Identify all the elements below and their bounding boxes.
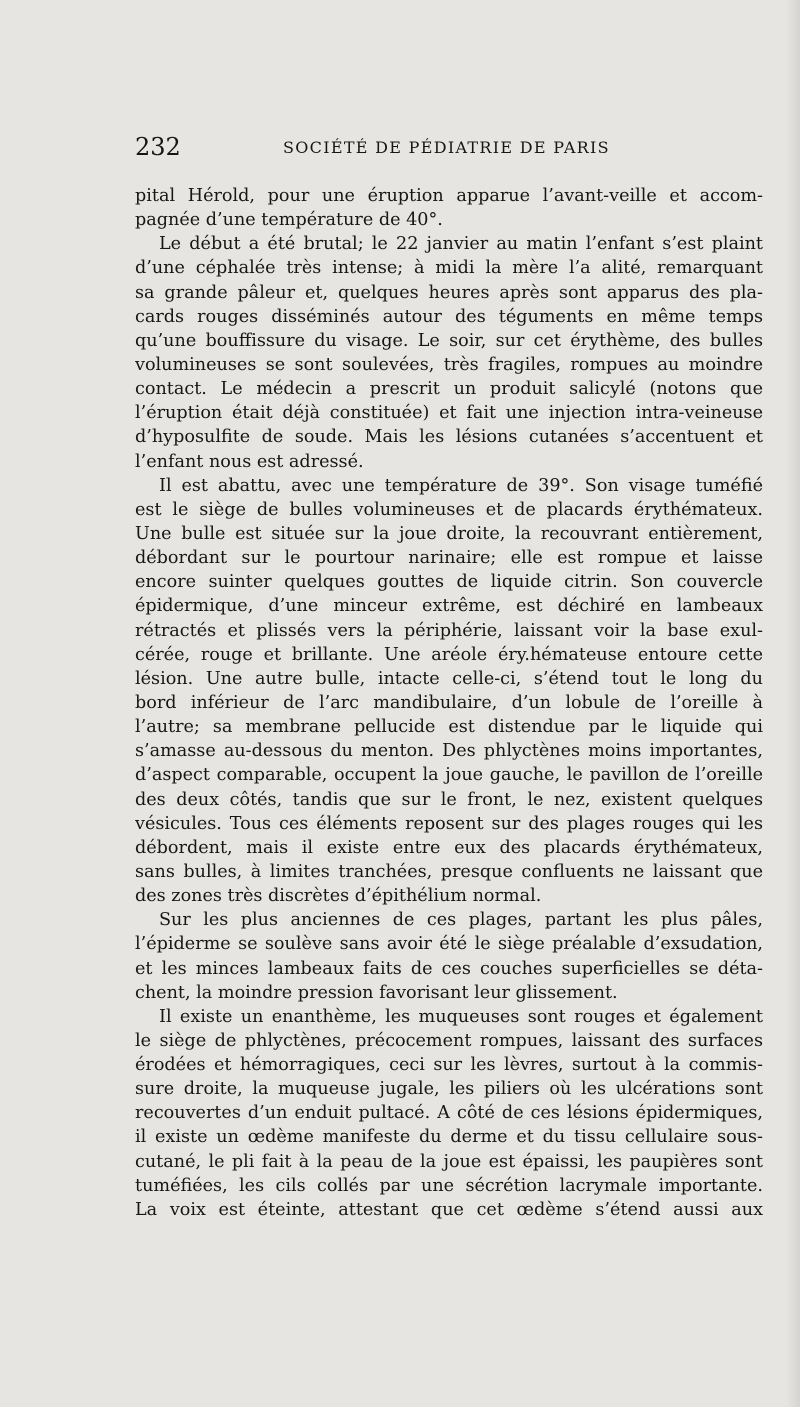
- page-edge-shadow: [786, 0, 800, 1407]
- text-line: volumineuses se sont soulevées, très fragiles, rompues au moindre: [135, 354, 763, 375]
- text-line: tuméfiées, les cils collés par une sécrétion lacrymale importante.: [135, 1175, 763, 1196]
- text-line: Une bulle est située sur la joue droite, la recouvrant entièrement,: [135, 523, 763, 544]
- text-line: La voix est éteinte, attestant que cet œdème s’étend aussi aux: [135, 1199, 763, 1220]
- text-line: chent, la moindre pression favorisant leur glissement.: [135, 982, 618, 1003]
- text-line: Il existe un enanthème, les muqueuses sont rouges et également: [159, 1006, 763, 1027]
- running-title: SOCIÉTÉ DE PÉDIATRIE DE PARIS: [283, 138, 610, 157]
- text-line: cards rouges disséminés autour des téguments en même temps: [135, 306, 763, 327]
- text-line: sans bulles, à limites tranchées, presque confluents ne laissant que: [135, 861, 763, 882]
- text-line: cutané, le pli fait à la peau de la joue est épaissi, les paupières sont: [135, 1151, 763, 1172]
- text-line: est le siège de bulles volumineuses et de placards érythémateux.: [135, 499, 763, 520]
- text-line: Il est abattu, avec une température de 39°. Son visage tuméfié: [159, 475, 763, 496]
- text-line: l’éruption était déjà constituée) et fait une injection intra-veineuse: [135, 403, 763, 424]
- text-line: il existe un œdème manifeste du derme et du tissu cellulaire sous-: [135, 1127, 763, 1148]
- text-line: des zones très discrètes d’épithélium normal.: [135, 886, 542, 907]
- text-line: érodées et hémorragiques, ceci sur les lèvres, surtout à la commis-: [135, 1055, 763, 1076]
- text-line: sure droite, la muqueuse jugale, les piliers où les ulcérations sont: [135, 1079, 763, 1100]
- text-line: pagnée d’une température de 40°.: [135, 210, 443, 231]
- text-line: l’autre; sa membrane pellucide est distendue par le liquide qui: [135, 717, 763, 738]
- text-line: le siège de phlyctènes, précocement rompues, laissant des surfaces: [135, 1030, 763, 1051]
- text-line: débordent, mais il existe entre eux des placards érythémateux,: [135, 837, 763, 858]
- text-line: encore suinter quelques gouttes de liquide citrin. Son couvercle: [135, 572, 763, 593]
- text-line: d’aspect comparable, occupent la joue gauche, le pavillon de l’oreille: [135, 765, 763, 786]
- text-line: l’épiderme se soulève sans avoir été le siège préalable d’exsudation,: [135, 934, 763, 955]
- text-line: recouvertes d’un enduit pultacé. A côté de ces lésions épidermiques,: [135, 1103, 763, 1124]
- page-header: [135, 133, 615, 167]
- text-line: d’hyposulfite de soude. Mais les lésions cutanées s’accentuent et: [135, 427, 763, 448]
- text-line: s’amasse au-dessous du menton. Des phlyctènes moins importantes,: [135, 741, 763, 762]
- text-line: cérée, rouge et brillante. Une aréole éry.hémateuse entoure cette: [135, 644, 763, 665]
- text-line: et les minces lambeaux faits de ces couches superficielles se déta-: [135, 958, 763, 979]
- text-line: contact. Le médecin a prescrit un produit salicylé (notons que: [135, 379, 763, 400]
- text-line: Sur les plus anciennes de ces plages, partant les plus pâles,: [159, 910, 763, 931]
- text-line: débordant sur le pourtour narinaire; elle est rompue et laisse: [135, 548, 763, 569]
- body-text: [135, 184, 763, 1222]
- text-line: rétractés et plissés vers la périphérie, laissant voir la base exul-: [135, 620, 763, 641]
- text-line: qu’une bouffissure du visage. Le soir, sur cet érythème, des bulles: [135, 330, 763, 351]
- text-line: lésion. Une autre bulle, intacte celle-ci, s’étend tout le long du: [135, 668, 763, 689]
- page-number: 232: [135, 133, 181, 161]
- text-line: des deux côtés, tandis que sur le front, le nez, existent quelques: [135, 789, 763, 810]
- text-line: pital Hérold, pour une éruption apparue l’avant-veille et accom-: [135, 186, 763, 206]
- text-line: l’enfant nous est adressé.: [135, 451, 364, 472]
- text-line: vésicules. Tous ces éléments reposent sur des plages rouges qui les: [135, 813, 763, 834]
- text-line: épidermique, d’une minceur extrême, est déchiré en lambeaux: [135, 596, 763, 617]
- text-line: d’une céphalée très intense; à midi la mère l’a alité, remarquant: [135, 258, 763, 279]
- text-line: Le début a été brutal; le 22 janvier au matin l’enfant s’est plaint: [159, 234, 763, 255]
- text-line: sa grande pâleur et, quelques heures après sont apparus des pla-: [135, 282, 763, 303]
- text-line: bord inférieur de l’arc mandibulaire, d’un lobule de l’oreille à: [135, 692, 763, 713]
